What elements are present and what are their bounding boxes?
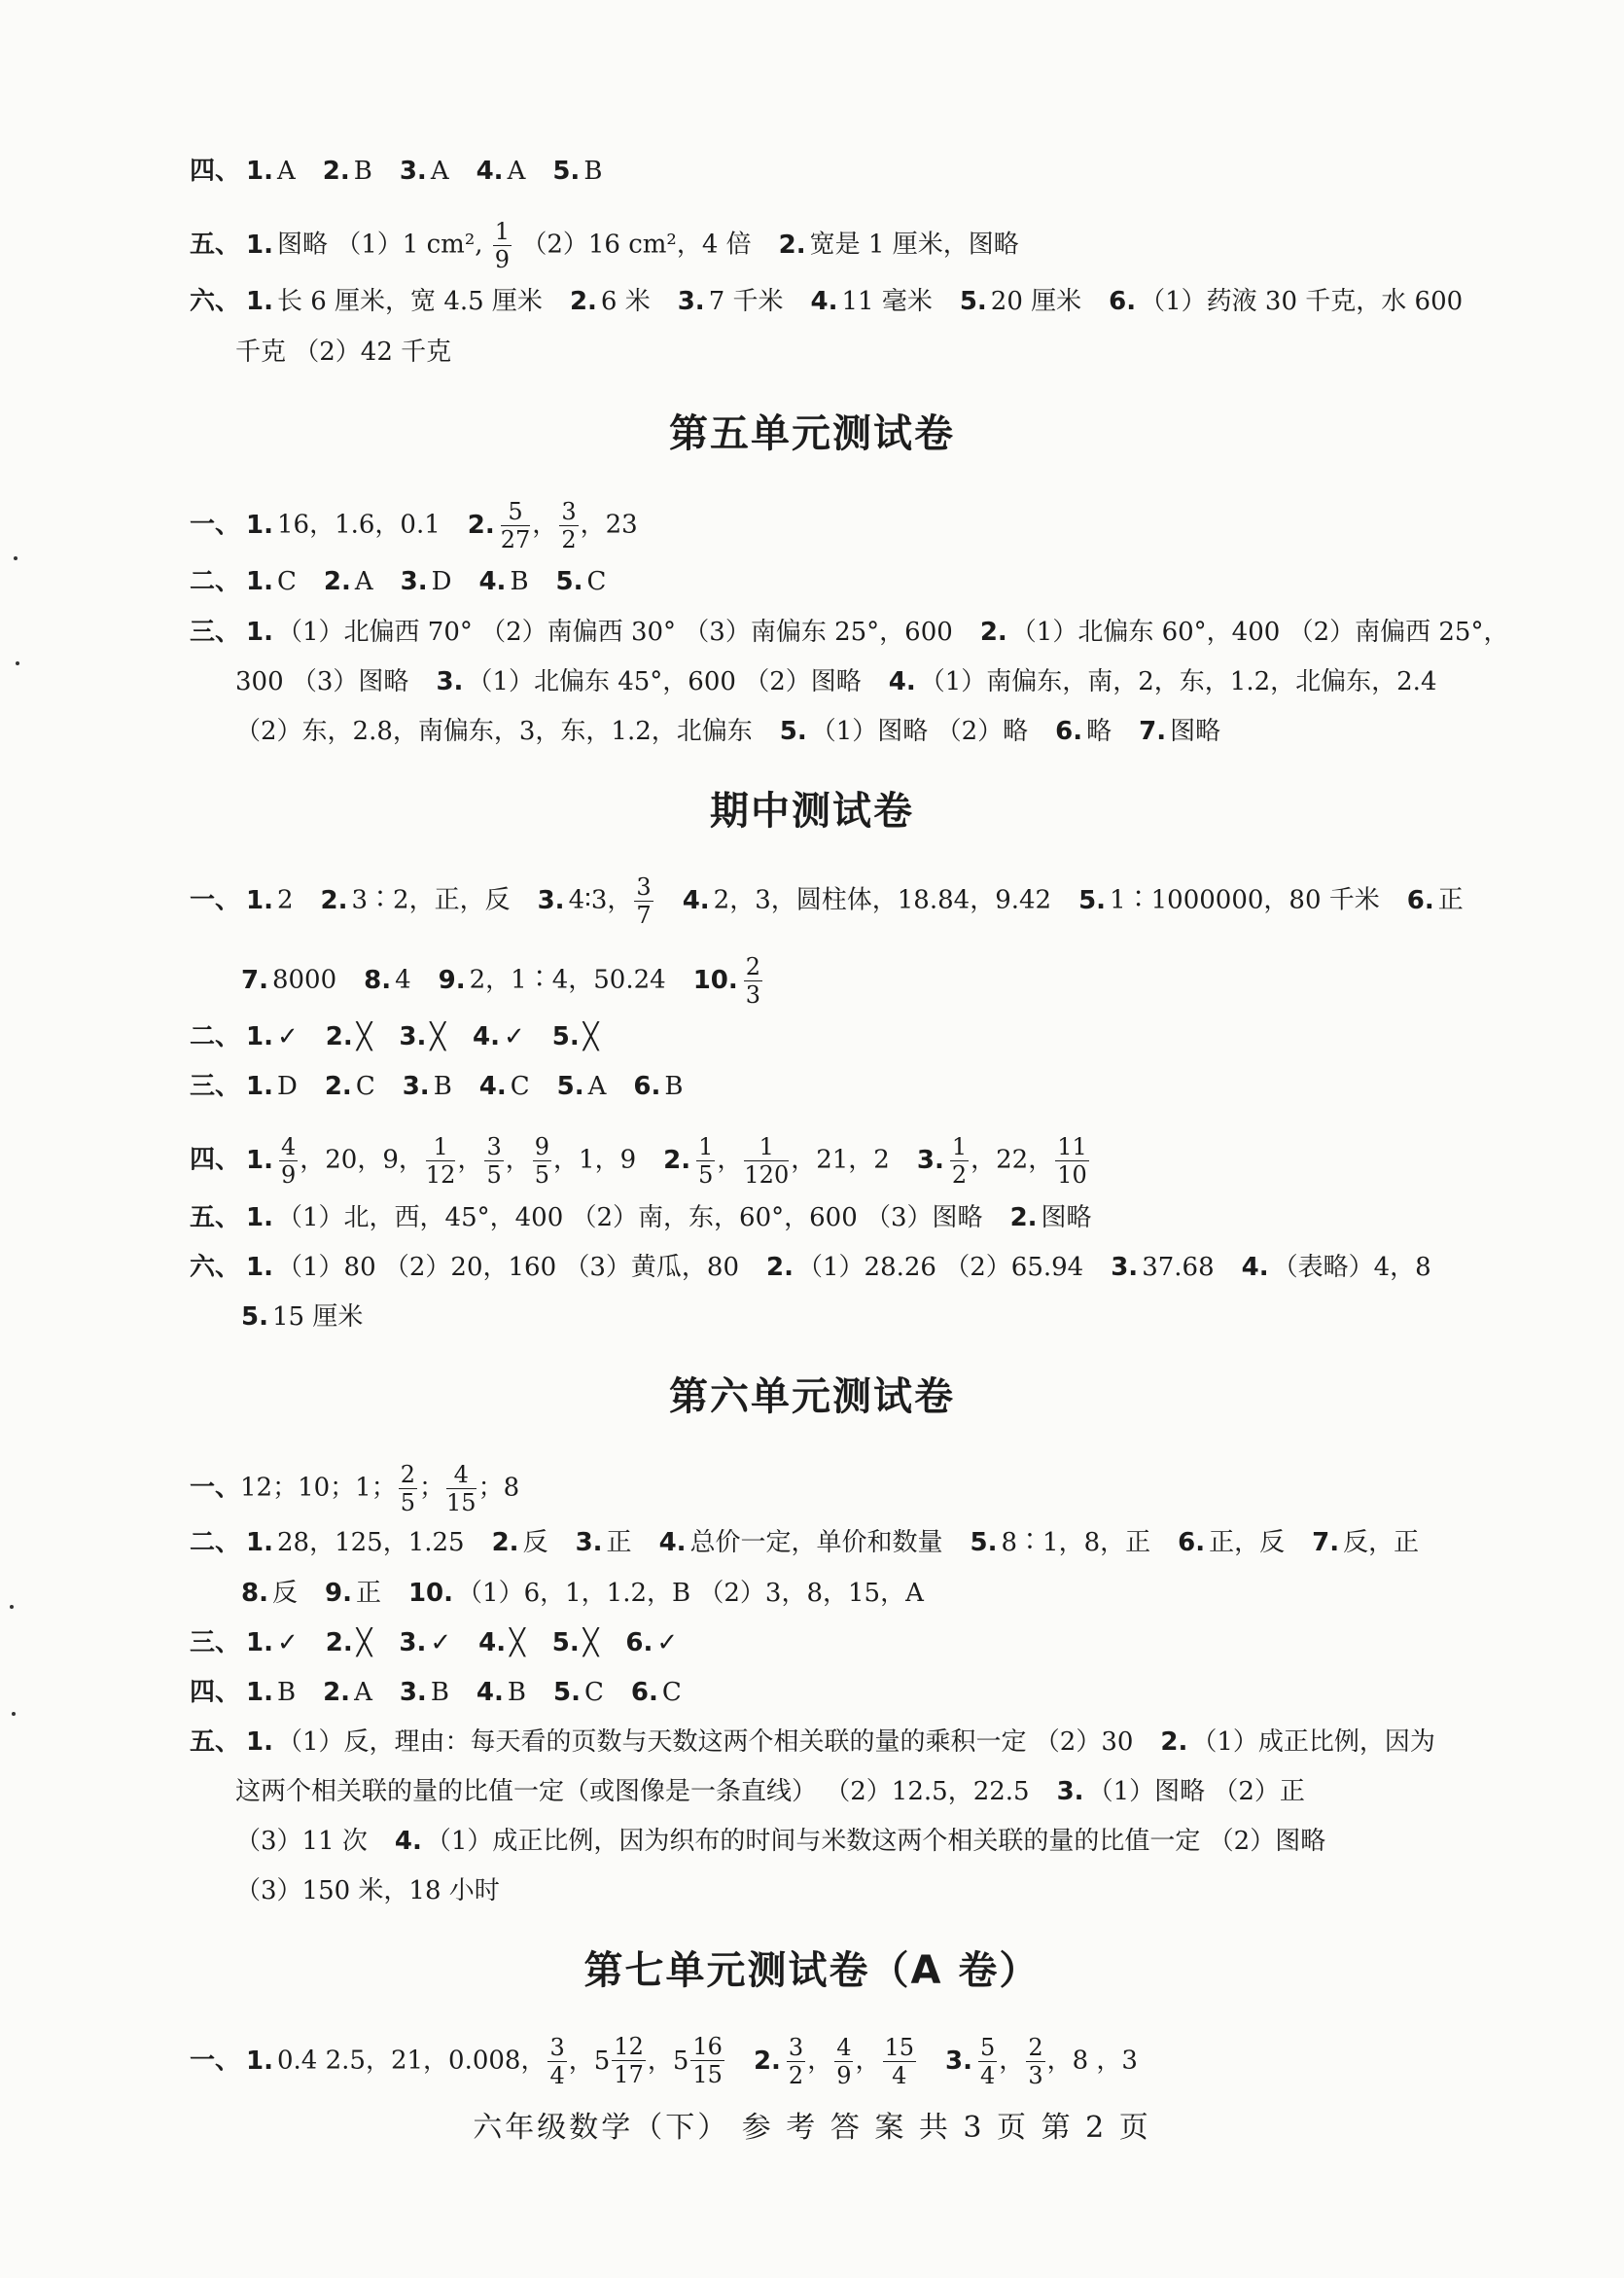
answer-line: 一、 1. 0.4 2.5，21，0.008， $\frac{3}{4}$ ，5 $\frac{12}{17}$ ，5 $\frac{16}{15}$ 2. $\frac{3}{2}$ ， $\frac{4}{9}$ ， $\frac{15}{4}$ 3. $\frac{5}{4}$ ， $\frac{2}{3}$ ，8 ，3 — [190, 2033, 1138, 2089]
answer-line: 三、 1. D 2. C 3. B 4. C 5. A 6. B — [190, 1072, 684, 1101]
fraction: $\frac{4}{15}$ — [446, 1461, 477, 1516]
answer-line-continued: 8. 反 9. 正 10. （1）6，1，1.2，B （2）3，8，15，A — [241, 1579, 924, 1608]
answer-line: 一、 1. 16，1.6，0.1 2. $\frac{5}{27}$ ， $\frac{3}{2}$ ，23 — [190, 498, 638, 553]
answer-line: 五、 1. 图略 （1）1 cm², $\frac{1}{9}$ （2）16 cm²，4 倍 2. 宽是 1 厘米，图略 — [190, 218, 1019, 273]
answer-line: 四、 1. $\frac{4}{9}$ ，20，9， $\frac{1}{12}$ ， $\frac{3}{5}$ ， $\frac{9}{5}$ ，1，9 2. $\frac{1}{5}$ ， $\frac{1}{120}$ ，21，2 3. $\frac{1}{2}$ ，22， $\frac{11}{10}$ — [190, 1133, 1087, 1189]
fraction: $\frac{4}{9}$ — [836, 2034, 852, 2089]
fraction: $\frac{3}{7}$ — [636, 873, 652, 929]
answer-line: 六、 1. （1）80 （2）20，160 （3）黄瓜，80 2. （1）28.26 （2）65.94 3. 37.68 4. （表略）4，8 — [190, 1253, 1431, 1282]
fraction: $\frac{2}{3}$ — [1028, 2034, 1043, 2089]
mixed-number: ，5 $\frac{16}{15}$ — [647, 2033, 723, 2088]
answer-line: 四、 1. B 2. A 3. B 4. B 5. C 6. C — [190, 1678, 682, 1707]
fraction: $\frac{11}{10}$ — [1057, 1133, 1087, 1189]
answer-line: 三、 1. （1）北偏西 70° （2）南偏西 30° （3）南偏东 25°，600 2. （1）北偏东 60°，400 （2）南偏西 25°， — [190, 618, 1509, 647]
answer-line: 一、 1. 2 2. 3∶2，正，反 3. 4∶3， $\frac{3}{7}$ 4. 2，3，圆柱体，18.84，9.42 5. 1∶1000000，80 千米 6. 正 — [190, 873, 1464, 929]
answer-line: 六、 1. 长 6 厘米，宽 4.5 厘米 2. 6 米 3. 7 千米 4. 11 毫米 5. 20 厘米 6. （1）药液 30 千克，水 600 — [190, 287, 1464, 316]
answer-line-continued: 5. 15 厘米 — [241, 1302, 364, 1332]
scan-speck — [10, 1605, 14, 1609]
answer-line: 一、12；10；1； $\frac{2}{5}$ ； $\frac{4}{15}$ ；8 — [190, 1461, 520, 1516]
scan-speck — [12, 1712, 16, 1716]
answer-line-continued: （2）东，2.8，南偏东，3，东，1.2，北偏东 5. （1）图略 （2）略 6. 略 7. 图略 — [235, 717, 1221, 746]
answer-line: 二、 1. 28，125，1.25 2. 反 3. 正 4. 总价一定，单价和数量 5. 8∶1，8，正 6. 正，反 7. 反，正 — [190, 1528, 1420, 1557]
fraction: $\frac{1}{12}$ — [425, 1133, 456, 1189]
answer-line-continued: 千克 （2）42 千克 — [235, 338, 452, 367]
answer-line: 三、 1. ✓ 2. ╳ 3. ✓ 4. ╳ 5. ╳ 6. ✓ — [190, 1628, 679, 1657]
fraction: $\frac{3}{2}$ — [561, 498, 577, 553]
answer-line-continued: （3）11 次 4. （1）成正比例，因为织布的时间与米数这两个相关联的量的比值一定 （2）图略 — [235, 1827, 1326, 1856]
answer-line-continued: （3）150 米，18 小时 — [235, 1876, 500, 1905]
answer-line: 二、 1. C 2. A 3. D 4. B 5. C — [190, 567, 607, 596]
answer-line: 二、 1. ✓ 2. ╳ 3. ╳ 4. ✓ 5. ╳ — [190, 1022, 599, 1051]
answer-line-continued: 这两个相关联的量的比值一定（或图像是一条直线） （2）12.5，22.5 3. （1）图略 （2）正 — [235, 1777, 1305, 1806]
answer-line-continued: 300 （3）图略 3. （1）北偏东 45°，600 （2）图略 4. （1）南偏东，南，2，东，1.2，北偏东，2.4 — [235, 667, 1437, 696]
fraction: $\frac{4}{9}$ — [280, 1133, 297, 1189]
fraction: $\frac{15}{4}$ — [884, 2034, 915, 2089]
fraction: $\frac{2}{5}$ — [400, 1461, 416, 1516]
fraction: $\frac{9}{5}$ — [534, 1133, 550, 1189]
section-title: 第七单元测试卷（A 卷） — [583, 1948, 1041, 1993]
section-title: 期中测试卷 — [710, 789, 914, 834]
fraction: $\frac{2}{3}$ — [745, 953, 761, 1009]
answer-line: 四、 1. A 2. B 3. A 4. A 5. B — [190, 157, 603, 186]
scan-speck — [14, 556, 18, 560]
answer-line-continued: 7. 8000 8. 4 9. 2，1∶4，50.24 10. $\frac{2}{3}$ — [241, 953, 761, 1009]
scan-speck — [16, 661, 19, 665]
answer-line: 五、 1. （1）北，西，45°，400 （2）南，东，60°，600 （3）图略 2. 图略 — [190, 1203, 1092, 1232]
fraction: $\frac{5}{27}$ — [500, 498, 531, 553]
page-footer: 六年级数学（下） 参 考 答 案 共 3 页 第 2 页 — [473, 2111, 1151, 2145]
fraction: $\frac{1}{2}$ — [951, 1133, 968, 1189]
section-title: 第六单元测试卷 — [669, 1374, 955, 1419]
fraction: $\frac{1}{120}$ — [744, 1133, 790, 1189]
fraction: $\frac{1}{5}$ — [698, 1133, 714, 1189]
fraction: $\frac{1}{9}$ — [494, 218, 511, 273]
answer-line: 五、 1. （1）反，理由：每天看的页数与天数这两个相关联的量的乘积一定 （2）30 2. （1）成正比例，因为 — [190, 1727, 1435, 1757]
fraction: $\frac{5}{4}$ — [980, 2034, 996, 2089]
fraction: $\frac{3}{2}$ — [788, 2034, 804, 2089]
mixed-number: ，5 $\frac{12}{17}$ — [568, 2033, 644, 2088]
section-title: 第五单元测试卷 — [669, 411, 955, 456]
fraction: $\frac{3}{5}$ — [486, 1133, 502, 1189]
fraction: $\frac{3}{4}$ — [549, 2034, 565, 2089]
